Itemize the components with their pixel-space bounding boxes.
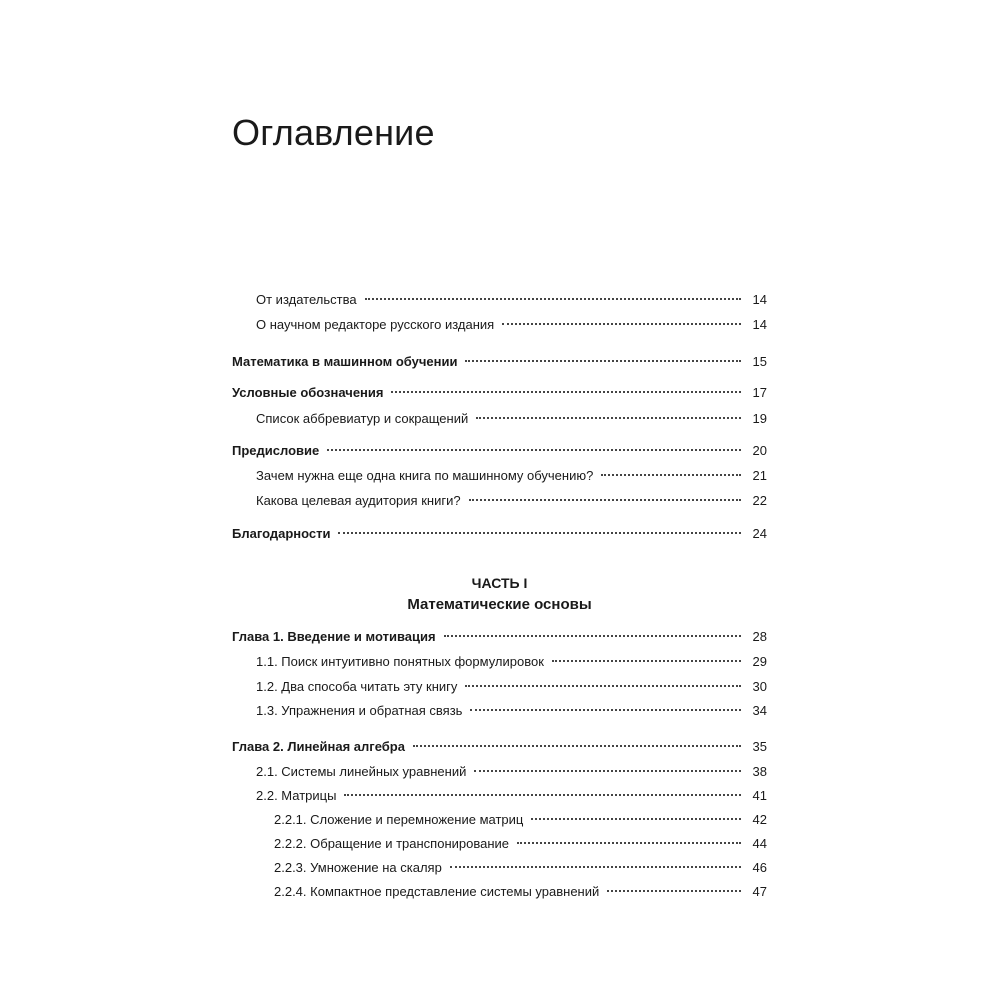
toc-entry-label: О научном редакторе русского издания bbox=[256, 317, 495, 332]
toc-entry-label: 1.1. Поиск интуитивно понятных формулировок bbox=[256, 654, 544, 669]
toc-entry-label: 2.2. Матрицы bbox=[256, 788, 337, 803]
toc-entry[interactable] bbox=[256, 761, 767, 783]
toc-entry-page: 41 bbox=[752, 788, 767, 803]
toc-entry-page: 44 bbox=[752, 836, 767, 851]
toc-entry-label: Глава 2. Линейная алгебра bbox=[232, 739, 405, 754]
toc-entry-label: 2.2.4. Компактное представление системы уравнений bbox=[274, 884, 600, 899]
toc-entry-page: 38 bbox=[752, 764, 767, 779]
toc-leader-dots bbox=[474, 770, 741, 772]
toc-leader-dots bbox=[413, 745, 741, 747]
toc-entry[interactable] bbox=[274, 857, 767, 879]
toc-entry[interactable] bbox=[256, 408, 767, 430]
toc-entry-page: 30 bbox=[752, 679, 767, 694]
toc-entry-label: Условные обозначения bbox=[232, 385, 384, 400]
toc-entry-label: Список аббревиатур и сокращений bbox=[256, 411, 469, 426]
toc-entry-page: 28 bbox=[752, 629, 767, 644]
toc-entry[interactable] bbox=[232, 440, 767, 462]
toc-entry[interactable] bbox=[232, 351, 767, 373]
toc-entry[interactable] bbox=[256, 676, 767, 698]
toc-entry-label: Благодарности bbox=[232, 526, 331, 541]
toc-entry-label: 2.2.1. Сложение и перемножение матриц bbox=[274, 812, 524, 827]
toc-leader-dots bbox=[465, 360, 741, 362]
toc-entry-page: 22 bbox=[752, 493, 767, 508]
part-name: Математические основы bbox=[407, 596, 592, 613]
toc-entry-label: 2.2.3. Умножение на скаляр bbox=[274, 860, 442, 875]
page-title: Оглавление bbox=[232, 112, 435, 153]
toc-leader-dots bbox=[531, 818, 741, 820]
toc-leader-dots bbox=[517, 842, 741, 844]
toc-entry-page: 20 bbox=[752, 443, 767, 458]
toc-leader-dots bbox=[470, 709, 741, 711]
toc-entry-label: 2.2.2. Обращение и транспонирование bbox=[274, 836, 510, 851]
toc-entry[interactable] bbox=[274, 881, 767, 903]
toc-entry[interactable] bbox=[256, 465, 767, 487]
toc-entry-label: Какова целевая аудитория книги? bbox=[256, 493, 461, 508]
toc-entry-page: 24 bbox=[752, 526, 767, 541]
toc-entry-page: 14 bbox=[752, 317, 767, 332]
toc-entry-page: 19 bbox=[752, 411, 767, 426]
toc-leader-dots bbox=[338, 532, 741, 534]
toc-entry[interactable] bbox=[256, 490, 767, 512]
toc-entry-label: От издательства bbox=[256, 292, 357, 307]
toc-entry-label: Глава 1. Введение и мотивация bbox=[232, 629, 436, 644]
toc-entry[interactable] bbox=[256, 700, 767, 722]
toc-entry-page: 29 bbox=[752, 654, 767, 669]
toc-leader-dots bbox=[465, 685, 741, 687]
toc-entry-label: 1.3. Упражнения и обратная связь bbox=[256, 703, 463, 718]
toc-entry[interactable] bbox=[256, 785, 767, 807]
toc-leader-dots bbox=[365, 298, 741, 300]
part-number: ЧАСТЬ I bbox=[471, 575, 528, 591]
toc-entry[interactable] bbox=[256, 314, 767, 336]
toc-leader-dots bbox=[327, 449, 741, 451]
toc-entry-label: 1.2. Два способа читать эту книгу bbox=[256, 679, 458, 694]
toc-entry-page: 35 bbox=[752, 739, 767, 754]
toc-entry-label: Зачем нужна еще одна книга по машинному обучению? bbox=[256, 468, 594, 483]
toc-entry[interactable] bbox=[232, 382, 767, 404]
toc-entry-page: 42 bbox=[752, 812, 767, 827]
toc-entry-page: 34 bbox=[752, 703, 767, 718]
toc-entry[interactable] bbox=[274, 833, 767, 855]
toc-leader-dots bbox=[450, 866, 741, 868]
toc-entry-page: 21 bbox=[752, 468, 767, 483]
toc-leader-dots bbox=[444, 635, 741, 637]
toc-entry[interactable] bbox=[256, 651, 767, 673]
toc-leader-dots bbox=[344, 794, 741, 796]
toc-entry[interactable] bbox=[232, 626, 767, 648]
toc-entry[interactable] bbox=[232, 523, 767, 545]
toc-leader-dots bbox=[552, 660, 741, 662]
toc-leader-dots bbox=[469, 499, 741, 501]
toc-entry[interactable] bbox=[232, 736, 767, 758]
toc-entry-page: 15 bbox=[752, 354, 767, 369]
toc-entry-page: 17 bbox=[752, 385, 767, 400]
toc-entry-label: Предисловие bbox=[232, 443, 320, 458]
toc-entry-page: 47 bbox=[752, 884, 767, 899]
toc-entry-page: 14 bbox=[752, 292, 767, 307]
toc-entry[interactable] bbox=[274, 809, 767, 831]
toc-entry[interactable] bbox=[256, 289, 767, 311]
toc-entry-label: 2.1. Системы линейных уравнений bbox=[256, 764, 467, 779]
toc-entry-page: 46 bbox=[752, 860, 767, 875]
toc-leader-dots bbox=[391, 391, 741, 393]
toc-leader-dots bbox=[502, 323, 741, 325]
toc-leader-dots bbox=[607, 890, 741, 892]
toc-entry-label: Математика в машинном обучении bbox=[232, 354, 458, 369]
toc-leader-dots bbox=[601, 474, 741, 476]
toc-leader-dots bbox=[476, 417, 741, 419]
